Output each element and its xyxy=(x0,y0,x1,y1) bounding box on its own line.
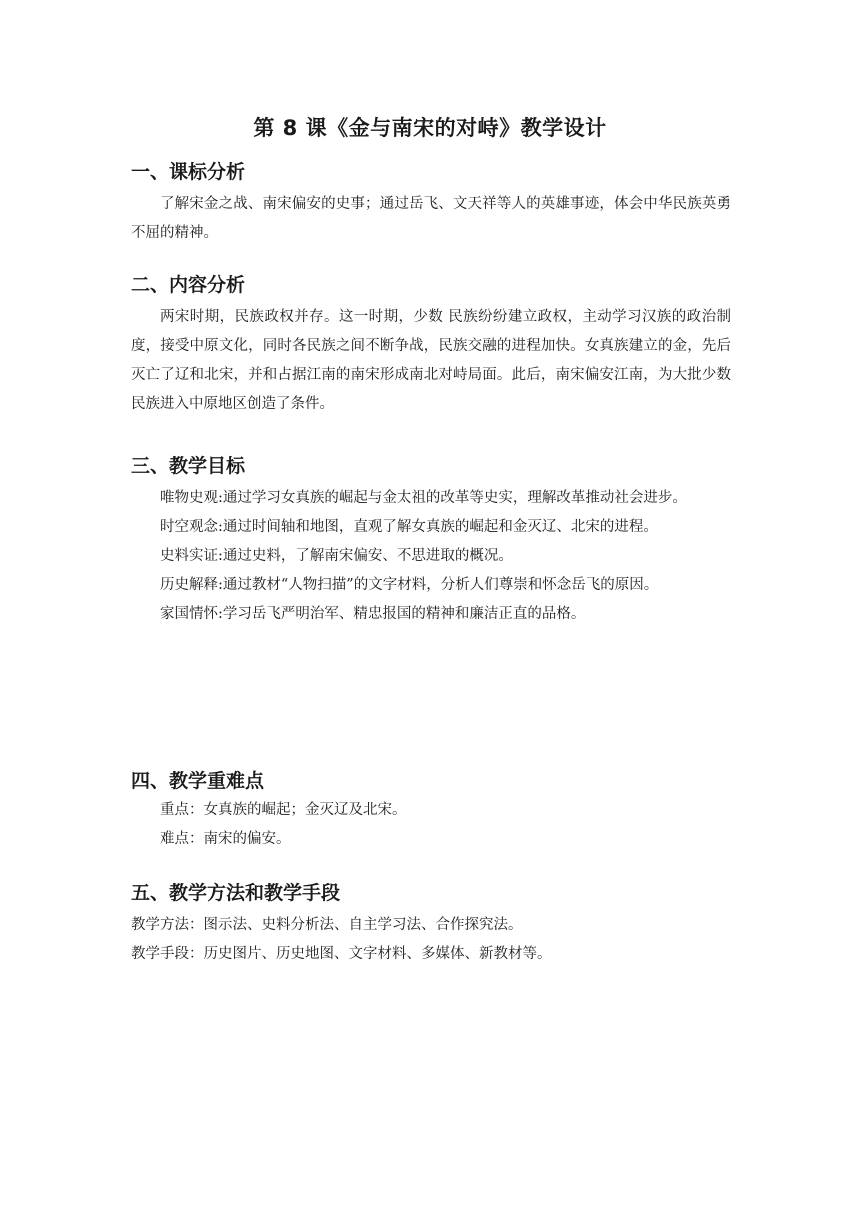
section-body xyxy=(131,911,731,969)
section-curriculum-analysis xyxy=(131,159,731,248)
section-body xyxy=(131,796,731,854)
paragraph: 难点：南宋的偏安。 xyxy=(160,831,291,847)
section-key-difficult-points xyxy=(131,768,731,854)
paragraph: 唯物史观:通过学习女真族的崛起与金太祖的改革等史实，理解改革推动社会进步。 xyxy=(160,490,687,506)
section-body xyxy=(131,190,731,248)
section-heading: 四、教学重难点 xyxy=(131,770,265,792)
section-teaching-objectives xyxy=(131,453,731,629)
section-heading: 二、内容分析 xyxy=(131,274,246,296)
paragraph: 教学方法：图示法、史料分析法、自主学习法、合作探究法。 xyxy=(131,917,523,933)
section-heading: 五、教学方法和教学手段 xyxy=(131,882,341,904)
section-body xyxy=(131,303,731,419)
paragraph: 历史解释:通过教材“人物扫描”的文字材料，分析人们尊崇和怀念岳飞的原因。 xyxy=(160,577,659,593)
paragraph: 了解宋金之战、南宋偏安的史事；通过岳飞、文天祥等人的英雄事迹，体会中华民族英勇不屈的精神。 xyxy=(131,196,731,241)
paragraph: 家国情怀:学习岳飞严明治军、精忠报国的精神和廉洁正直的品格。 xyxy=(160,606,586,622)
paragraph: 史料实证:通过史料，了解南宋偏安、不思进取的概况。 xyxy=(160,548,513,564)
paragraph: 教学手段：历史图片、历史地图、文字材料、多媒体、新教材等。 xyxy=(131,946,552,962)
section-heading: 三、教学目标 xyxy=(131,455,246,477)
section-heading: 一、课标分析 xyxy=(131,161,246,183)
paragraph: 两宋时期，民族政权并存。这一时期，少数 民族纷纷建立政权，主动学习汉族的政治制度，接受中原文化，同时各民族之间不断争战，民族交融的进程加快。女真族建立的金，先后灭亡了辽和北宋，并和占据江南的南宋形成南北对峙局面。此后，南宋偏安江南，为大批少数民族进入中原地区创造了条件。 xyxy=(131,309,731,412)
document-title: 第 8 课《金与南宋的对峙》教学设计 xyxy=(253,116,607,140)
section-content-analysis xyxy=(131,272,731,419)
paragraph: 重点：女真族的崛起；金灭辽及北宋。 xyxy=(160,802,407,818)
paragraph: 时空观念:通过时间轴和地图，直观了解女真族的崛起和金灭辽、北宋的进程。 xyxy=(160,519,658,535)
section-methods-means xyxy=(131,880,731,969)
section-body xyxy=(131,484,731,629)
